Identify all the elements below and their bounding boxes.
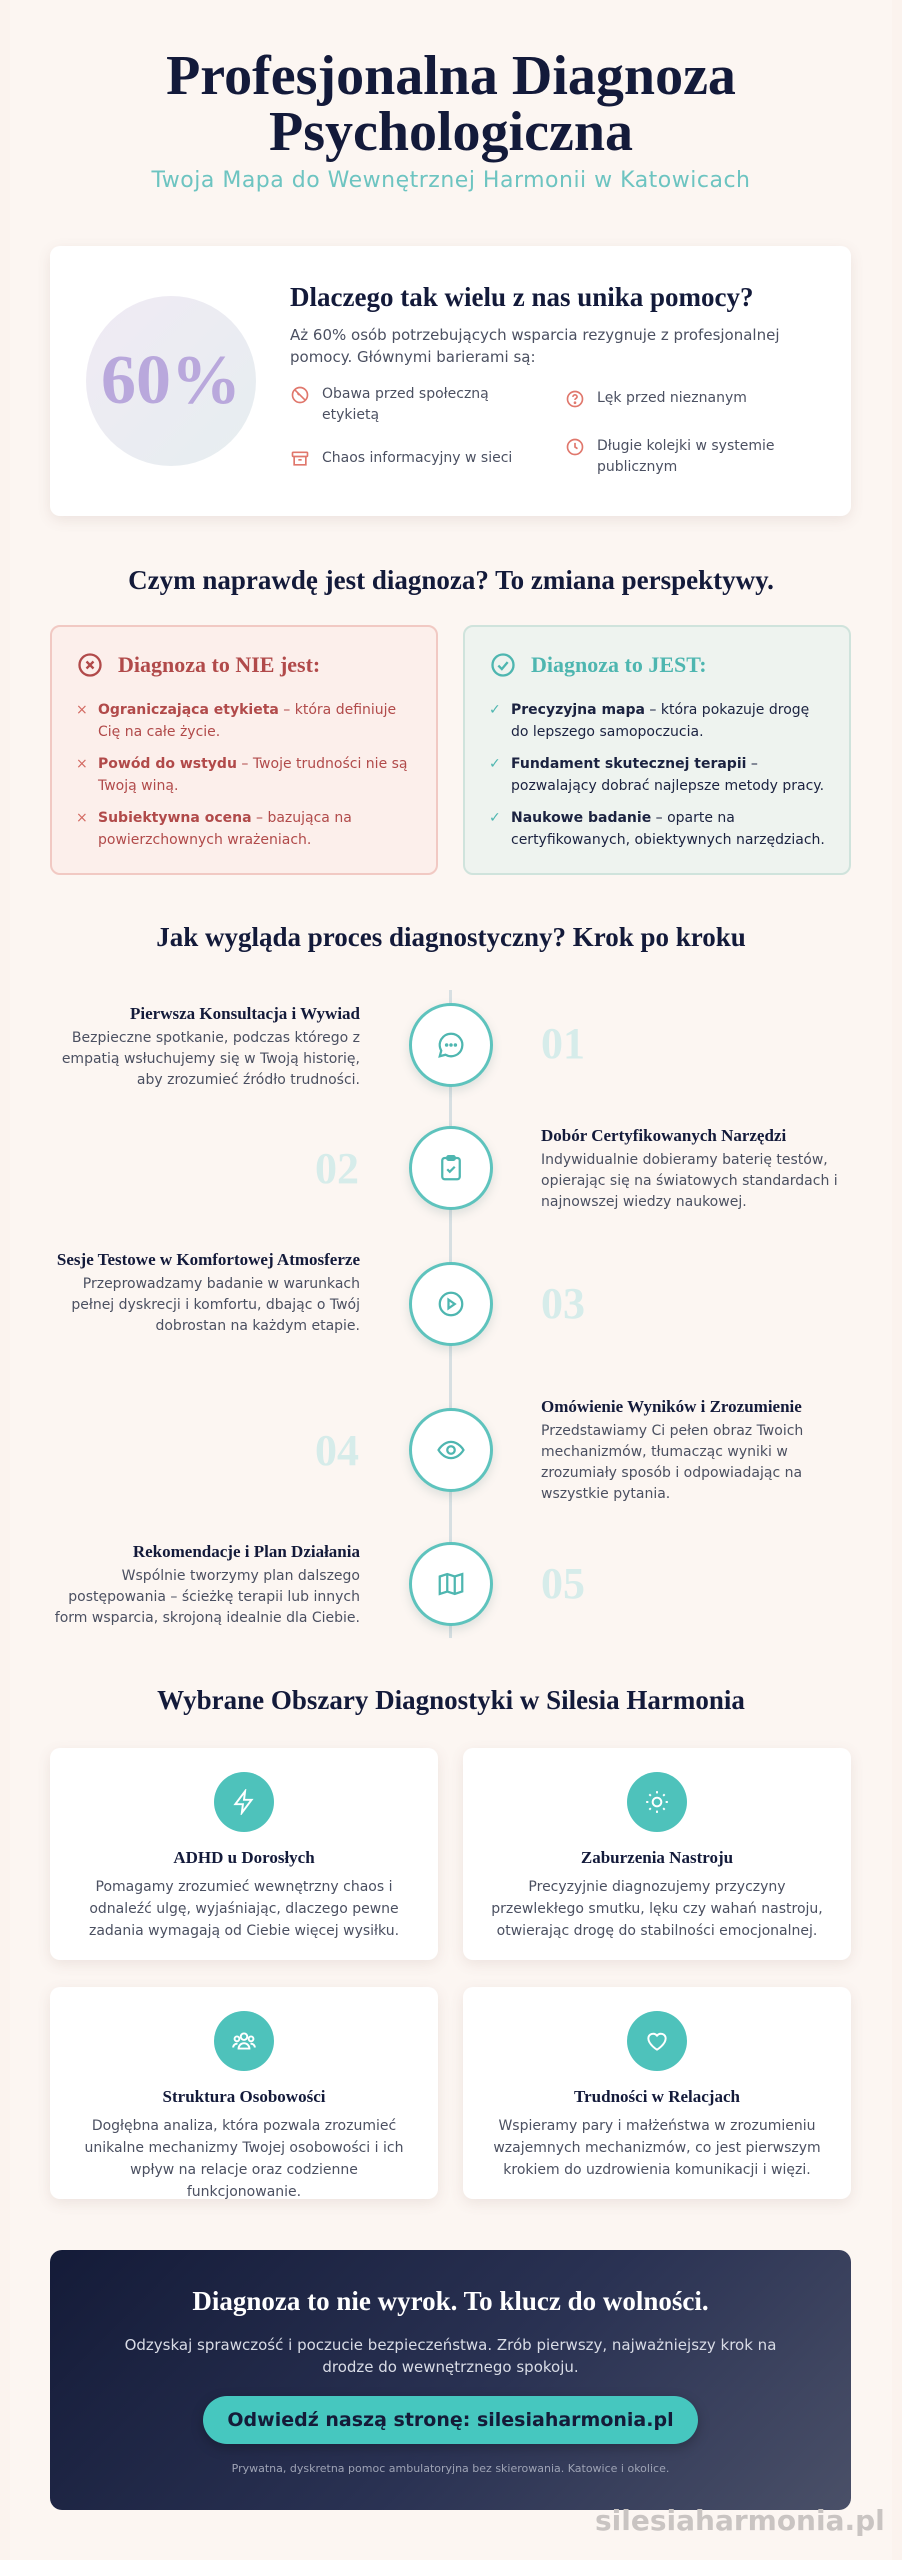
step-number: 02 — [315, 1144, 359, 1193]
barrier-label: Chaos informacyjny w sieci — [322, 450, 513, 466]
timeline-step — [541, 1124, 861, 1213]
clipboard-check-icon — [436, 1153, 466, 1183]
area-desc: Wspieramy pary i małżeństwa w zrozumieniu wzajemnych mechanizmów, co jest pierwszym krokiem do uzdrowienia komunikacji i więzi. — [493, 2118, 821, 2178]
item-bold: Precyzyjna mapa — [511, 702, 645, 718]
list-item — [489, 699, 825, 743]
clock-icon — [565, 437, 585, 457]
list-item — [76, 753, 412, 797]
check-mark-icon: ✓ — [489, 810, 501, 826]
archive-icon — [290, 449, 310, 469]
area-card — [50, 1748, 438, 1960]
item-bold: Naukowe badanie — [511, 810, 652, 826]
step-desc: Przeprowadzamy badanie w warunkach pełnej dyskrecji i komfortu, dbając o Twój dobrostan na każdym etapie. — [71, 1276, 360, 1334]
eye-icon — [436, 1435, 466, 1465]
area-desc: Dogłębna analiza, która pozwala zrozumieć unikalne mechanizmy Twojej osobowości i ich wpływ na relacje oraz codzienne funkcjonowanie. — [84, 2118, 404, 2200]
question-icon — [565, 389, 585, 409]
step-icon-circle — [409, 1126, 493, 1210]
barrier-item — [290, 448, 520, 469]
step-icon-circle — [409, 1003, 493, 1087]
area-icon-circle — [214, 2011, 274, 2071]
stat-title: Dlaczego tak wielu z nas unika pomocy? — [290, 282, 754, 312]
x-mark-icon: × — [76, 756, 88, 772]
ban-icon — [290, 385, 310, 405]
x-mark-icon: × — [76, 810, 88, 826]
list-item — [76, 699, 412, 743]
area-icon-circle — [627, 2011, 687, 2071]
barrier-item — [565, 436, 795, 478]
diagnosis-not-title: Diagnoza to NIE jest: — [118, 652, 321, 677]
timeline-step — [40, 1248, 360, 1337]
diagnosis-is-card — [463, 625, 851, 875]
people-icon — [231, 2028, 257, 2054]
barrier-label: Długie kolejki w systemie publicznym — [597, 438, 775, 475]
play-icon — [436, 1289, 466, 1319]
x-circle-icon — [76, 651, 104, 679]
item-bold: Powód do wstydu — [98, 756, 237, 772]
step-title: Pierwsza Konsultacja i Wywiad — [130, 1004, 360, 1023]
visit-website-button[interactable]: Odwiedź naszą stronę: silesiaharmonia.pl — [203, 2396, 698, 2444]
step-title: Dobór Certyfikowanych Narzędzi — [541, 1126, 787, 1145]
x-mark-icon: × — [76, 702, 88, 718]
area-title: ADHD u Dorosłych — [173, 1848, 315, 1867]
diagnosis-not-list — [76, 699, 412, 851]
area-desc: Precyzyjnie diagnozujemy przyczyny przewlekłego smutku, lęku czy wahań nastroju, otwierając drogę do stabilności emocjonalnej. — [491, 1879, 823, 1939]
cta-title: Diagnoza to nie wyrok. To klucz do wolności. — [192, 2286, 709, 2316]
stat-value: 60% — [101, 342, 241, 419]
item-text: – bazująca na powierzchownych wrażeniach. — [98, 810, 352, 848]
stat-text: Aż 60% osób potrzebujących wsparcia rezygnuje z profesjonalnej pomocy. Głównymi barierami są: — [290, 326, 780, 366]
item-text: – która pokazuje drogę do lepszego samopoczucia. — [511, 702, 810, 740]
area-icon-circle — [214, 1772, 274, 1832]
chat-icon — [436, 1030, 466, 1060]
barrier-item — [565, 388, 795, 409]
item-text: – Twoje trudności nie są Twoją winą. — [98, 756, 408, 794]
title-line-1: Profesjonalna Diagnoza — [166, 45, 736, 107]
diagnosis-is-title: Diagnoza to JEST: — [531, 652, 707, 677]
step-icon-circle — [409, 1542, 493, 1626]
step-desc: Przedstawiamy Ci pełen obraz Twoich mechanizmów, tłumacząc wyniki w zrozumiały sposób i odpowiadając na wszystkie pytania. — [541, 1423, 804, 1502]
step-desc: Wspólnie tworzymy plan dalszego postępowania – ścieżkę terapii lub innych form wsparcia, skrojoną idealnie dla Ciebie. — [54, 1568, 360, 1626]
check-circle-icon — [489, 651, 517, 679]
heart-icon — [644, 2028, 670, 2054]
step-number: 01 — [541, 1019, 585, 1068]
diagnosis-not-card — [50, 625, 438, 875]
area-title: Zaburzenia Nastroju — [580, 1848, 734, 1867]
area-card — [463, 1987, 851, 2199]
step-title: Sesje Testowe w Komfortowej Atmosferze — [56, 1250, 360, 1269]
area-title: Struktura Osobowości — [162, 2087, 326, 2106]
cta-text: Odzyskaj sprawczość i poczucie bezpieczeństwa. Zrób pierwszy, najważniejszy krok na drodze do wewnętrznego spokoju. — [124, 2336, 777, 2376]
item-text: – oparte na certyfikowanych, obiektywnych narzędziach. — [511, 810, 825, 848]
diagnosis-is-header — [489, 651, 825, 679]
areas-heading: Wybrane Obszary Diagnostyki w Silesia Harmonia — [157, 1685, 745, 1715]
area-card — [463, 1748, 851, 1960]
area-card — [50, 1987, 438, 2199]
step-icon-circle — [409, 1408, 493, 1492]
watermark: silesiaharmonia.pl — [595, 2504, 885, 2537]
item-text: – pozwalający dobrać najlepsze metody pracy. — [511, 756, 825, 794]
item-bold: Fundament skutecznej terapii — [511, 756, 747, 772]
check-mark-icon: ✓ — [489, 756, 501, 772]
item-bold: Subiektywna ocena — [98, 810, 252, 826]
perspective-heading: Czym naprawdę jest diagnoza? To zmiana perspektywy. — [128, 565, 774, 595]
process-heading: Jak wygląda proces diagnostyczny? Krok po kroku — [156, 922, 746, 952]
map-icon — [436, 1569, 466, 1599]
timeline-step — [40, 1540, 360, 1629]
step-number: 05 — [541, 1559, 585, 1608]
diagnosis-is-list — [489, 699, 825, 851]
sun-icon — [644, 1789, 670, 1815]
lightning-icon — [231, 1789, 257, 1815]
list-item — [489, 753, 825, 797]
barrier-label: Lęk przed nieznanym — [597, 390, 747, 406]
step-icon-circle — [409, 1262, 493, 1346]
step-number: 03 — [541, 1279, 585, 1328]
diagnosis-not-header — [76, 651, 412, 679]
page-subtitle: Twoja Mapa do Wewnętrznej Harmonii w Katowicach — [151, 168, 751, 193]
item-bold: Ograniczająca etykieta — [98, 702, 279, 718]
step-number: 04 — [315, 1426, 359, 1475]
stat-card — [50, 246, 851, 516]
item-text: – która definiuje Cię na całe życie. — [98, 702, 397, 740]
timeline-step — [40, 1002, 360, 1091]
check-mark-icon: ✓ — [489, 702, 501, 718]
cta-footnote: Prywatna, dyskretna pomoc ambulatoryjna bez skierowania. Katowice i okolice. — [231, 2462, 670, 2475]
title-line-2: Psychologiczna — [269, 101, 633, 163]
barrier-label: Obawa przed społeczną etykietą — [322, 386, 489, 423]
step-desc: Bezpieczne spotkanie, podczas którego z empatią wsłuchujemy się w Twoją historię, aby zrozumieć źródło trudności. — [61, 1030, 360, 1088]
cta-banner — [50, 2250, 851, 2510]
list-item — [489, 807, 825, 851]
page-title — [0, 45, 902, 163]
area-icon-circle — [627, 1772, 687, 1832]
list-item — [76, 807, 412, 851]
stat-circle — [86, 296, 256, 466]
barrier-item — [290, 384, 520, 426]
timeline-step — [541, 1395, 861, 1505]
area-title: Trudności w Relacjach — [574, 2087, 740, 2106]
step-desc: Indywidualnie dobieramy baterię testów, opierając się na światowych standardach i najnowszej wiedzy naukowej. — [541, 1152, 838, 1210]
step-title: Omówienie Wyników i Zrozumienie — [541, 1397, 802, 1416]
step-title: Rekomendacje i Plan Działania — [132, 1542, 360, 1561]
area-desc: Pomagamy zrozumieć wewnętrzny chaos i odnaleźć ulgę, wyjaśniając, dlaczego pewne zadania wymagają od Ciebie więcej wysiłku. — [88, 1879, 400, 1939]
